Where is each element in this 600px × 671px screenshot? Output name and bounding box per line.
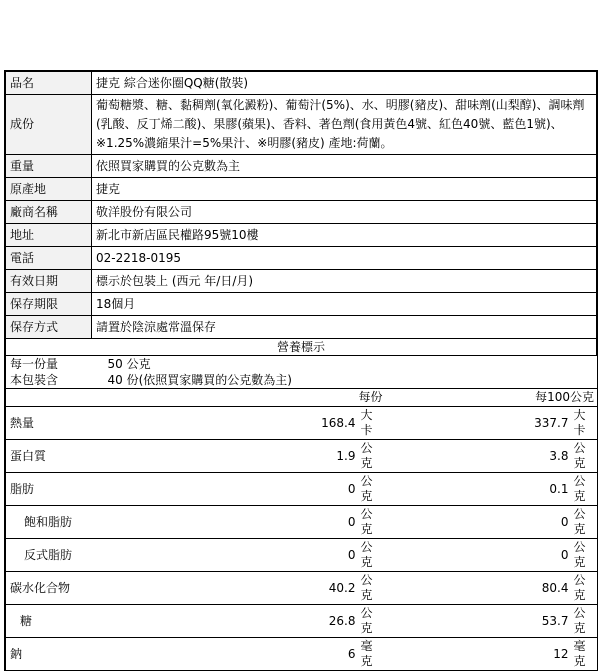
spec-value: 捷克 綜合迷你圈QQ糖(散裝) (92, 72, 597, 95)
nutrient-row (6, 440, 598, 473)
spec-key: 重量 (6, 155, 92, 178)
per-serving-value: 0 (104, 473, 359, 506)
product-label-sheet (4, 70, 598, 671)
spec-row (6, 270, 597, 293)
nutrient-row (6, 539, 598, 572)
nutrient-row (6, 407, 598, 440)
per-100g-unit: 公克 (572, 539, 598, 572)
nutrient-row (6, 473, 598, 506)
nutrient-name: 碳水化合物 (6, 572, 104, 605)
spec-key: 地址 (6, 224, 92, 247)
per-serving-value: 6 (104, 638, 359, 671)
spec-row (6, 201, 597, 224)
per-100g-unit: 公克 (572, 572, 598, 605)
per-100g-unit: 公克 (572, 473, 598, 506)
per-100g-unit: 公克 (572, 506, 598, 539)
nutrient-name: 飽和脂肪 (6, 506, 104, 539)
nutrition-header (5, 339, 597, 356)
spec-value: 捷克 (92, 178, 597, 201)
nutrient-row (6, 638, 598, 671)
spec-value: 請置於陰涼處常溫保存 (92, 316, 597, 339)
per-serving-unit: 公克 (359, 605, 386, 638)
per-serving-unit: 公克 (359, 539, 386, 572)
spec-row (6, 72, 597, 95)
per-serving-value: 26.8 (104, 605, 359, 638)
per-serving-unit: 公克 (359, 473, 386, 506)
per-100g-value: 80.4 (386, 572, 572, 605)
per-100g-unit: 毫克 (572, 638, 598, 671)
spec-row (6, 95, 597, 155)
per-serving-unit: 公克 (359, 506, 386, 539)
pack-row (6, 372, 598, 389)
spec-value: 02-2218-0195 (92, 247, 597, 270)
per-100g-value: 337.7 (386, 407, 572, 440)
spec-value: 敬洋股份有限公司 (92, 201, 597, 224)
nutrient-name: 蛋白質 (6, 440, 104, 473)
per-serving-value: 0 (104, 539, 359, 572)
nutrient-name: 鈉 (6, 638, 104, 671)
col-per-serving: 每份 (104, 389, 386, 407)
serving-row (6, 356, 598, 372)
spec-key: 品名 (6, 72, 92, 95)
per-100g-value: 3.8 (386, 440, 572, 473)
per-100g-value: 53.7 (386, 605, 572, 638)
nutrient-row (6, 506, 598, 539)
per-serving-unit: 公克 (359, 572, 386, 605)
spec-key: 有效日期 (6, 270, 92, 293)
pack-label: 本包裝含 (6, 372, 104, 389)
spec-key: 保存期限 (6, 293, 92, 316)
column-header-row (6, 389, 598, 407)
nutrient-row (6, 605, 598, 638)
spec-key: 廠商名稱 (6, 201, 92, 224)
spec-value: 葡萄糖漿、糖、黏稠劑(氧化澱粉)、葡萄汁(5%)、水、明膠(豬皮)、甜味劑(山梨醇)、調味劑(乳酸、反丁烯二酸)、果膠(蘋果)、香料、著色劑(食用黃色4號、紅色40號、藍色1號)、※1.25%濃縮果汁=5%果汁、※明膠(豬皮) 產地:荷蘭。 (92, 95, 597, 155)
per-100g-value: 12 (386, 638, 572, 671)
per-100g-value: 0.1 (386, 473, 572, 506)
spec-table (5, 71, 597, 339)
spec-row (6, 155, 597, 178)
spec-row (6, 224, 597, 247)
nutrition-table (5, 356, 598, 671)
spec-key: 原產地 (6, 178, 92, 201)
spec-value: 18個月 (92, 293, 597, 316)
per-100g-unit: 公克 (572, 605, 598, 638)
per-serving-value: 168.4 (104, 407, 359, 440)
per-100g-unit: 公克 (572, 440, 598, 473)
per-100g-unit: 大卡 (572, 407, 598, 440)
pack-value: 40 份(依照買家購買的公克數為主) (104, 372, 598, 389)
per-serving-value: 1.9 (104, 440, 359, 473)
nutrient-name: 糖 (6, 605, 104, 638)
spec-value: 新北市新店區民權路95號10樓 (92, 224, 597, 247)
per-serving-unit: 毫克 (359, 638, 386, 671)
per-serving-unit: 大卡 (359, 407, 386, 440)
nutrient-name: 脂肪 (6, 473, 104, 506)
spec-row (6, 316, 597, 339)
spec-row (6, 293, 597, 316)
serving-label: 每一份量 (10, 357, 59, 371)
per-serving-unit: 公克 (359, 440, 386, 473)
spec-key: 成份 (6, 95, 92, 155)
nutrient-name: 熱量 (6, 407, 104, 440)
spec-value: 依照買家購買的公克數為主 (92, 155, 597, 178)
per-100g-value: 0 (386, 506, 572, 539)
serving-value: 50 公克 (107, 357, 151, 371)
per-serving-value: 0 (104, 506, 359, 539)
spec-row (6, 178, 597, 201)
col-per-100g: 每100公克 (386, 389, 598, 407)
per-100g-value: 0 (386, 539, 572, 572)
spec-key: 電話 (6, 247, 92, 270)
nutrition-title: 營養標示 (6, 339, 597, 356)
nutrient-name: 反式脂肪 (6, 539, 104, 572)
spec-key: 保存方式 (6, 316, 92, 339)
spec-value: 標示於包裝上 (西元 年/日/月) (92, 270, 597, 293)
per-serving-value: 40.2 (104, 572, 359, 605)
spec-row (6, 247, 597, 270)
